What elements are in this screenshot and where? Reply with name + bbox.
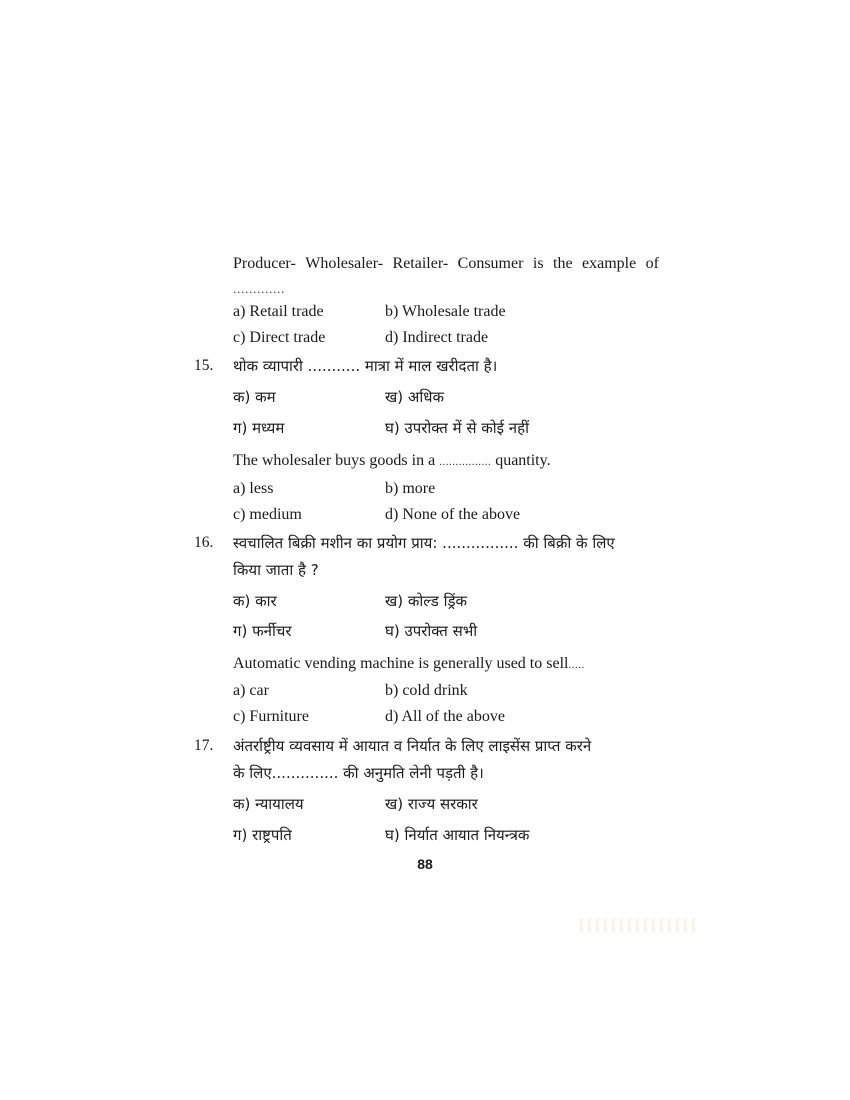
word: Consumer xyxy=(457,255,524,272)
q17-number: 17. xyxy=(194,737,214,754)
q16-hindi-question-line1: स्वचालित बिक्री मशीन का प्रयोग प्राय: ................ की बिक्री के लिए xyxy=(233,534,615,552)
word: is xyxy=(532,255,544,272)
q16-english-question-text: Automatic vending machine is generally used to sell xyxy=(233,655,569,672)
word: Wholesaler- xyxy=(305,255,384,272)
q14-english-blank: ............. xyxy=(233,283,285,296)
q15-number: 15. xyxy=(194,357,214,374)
q17-hindi-option-ka: क) न्यायालय xyxy=(233,795,304,813)
q16-english-question xyxy=(233,654,585,675)
q16-number: 16. xyxy=(194,534,214,551)
q15-option-c: c) medium xyxy=(233,506,302,523)
q16-option-b: b) cold drink xyxy=(385,682,468,699)
q15-english-question-prefix: The wholesaler buys goods in a xyxy=(233,452,436,469)
q16-hindi-option-gha: घ) उपरोक्त सभी xyxy=(385,622,478,640)
faint-watermark xyxy=(580,918,700,932)
q15-option-a: a) less xyxy=(233,480,274,497)
q15-hindi-question: थोक व्यापारी ........... मात्रा में माल खरीदता है। xyxy=(233,357,498,375)
q17-hindi-option-gha: घ) निर्यात आयात नियन्त्रक xyxy=(385,826,530,844)
q16-option-c: c) Furniture xyxy=(233,708,309,725)
q17-hindi-question-line2: के लिए.............. की अनुमति लेनी पड़ती है। xyxy=(233,764,484,782)
q15-hindi-option-ka: क) कम xyxy=(233,388,276,406)
q15-english-blank: ................ xyxy=(439,456,492,468)
q15-option-d: d) None of the above xyxy=(385,506,521,523)
q14-option-b: b) Wholesale trade xyxy=(385,303,506,320)
q17-hindi-option-kha: ख) राज्य सरकार xyxy=(385,795,478,813)
word: example xyxy=(582,255,637,272)
word: the xyxy=(553,255,573,272)
q15-option-b: b) more xyxy=(385,480,436,497)
word: of xyxy=(645,255,659,272)
q15-hindi-option-ga: ग) मध्यम xyxy=(233,419,285,437)
q16-hindi-option-ka: क) कार xyxy=(233,592,277,610)
q15-english-question-suffix: quantity. xyxy=(495,452,551,469)
q14-option-c: c) Direct trade xyxy=(233,329,326,346)
q15-english-question xyxy=(233,451,551,472)
q17-hindi-question-line1: अंतर्राष्ट्रीय व्यवसाय में आयात व निर्यात के लिए लाइसेंस प्राप्त करने xyxy=(233,737,592,755)
q16-option-a: a) car xyxy=(233,682,269,699)
q16-option-d: d) All of the above xyxy=(385,708,505,725)
page-number: 88 xyxy=(417,856,433,872)
q14-option-d: d) Indirect trade xyxy=(385,329,489,346)
q16-hindi-question-line2: किया जाता है ? xyxy=(233,561,319,579)
q14-option-a: a) Retail trade xyxy=(233,303,324,320)
word: Producer- xyxy=(233,255,296,272)
q17-hindi-option-ga: ग) राष्ट्रपति xyxy=(233,826,292,844)
q16-hindi-option-ga: ग) फर्नीचर xyxy=(233,622,292,640)
q16-hindi-option-kha: ख) कोल्ड ड्रिंक xyxy=(385,592,468,610)
q15-hindi-option-gha: घ) उपरोक्त में से कोई नहीं xyxy=(385,419,529,437)
q15-hindi-option-kha: ख) अधिक xyxy=(385,388,444,406)
q16-english-blank: ..... xyxy=(568,659,585,671)
word: Retailer- xyxy=(392,255,449,272)
q14-english-question-line1 xyxy=(233,254,659,274)
